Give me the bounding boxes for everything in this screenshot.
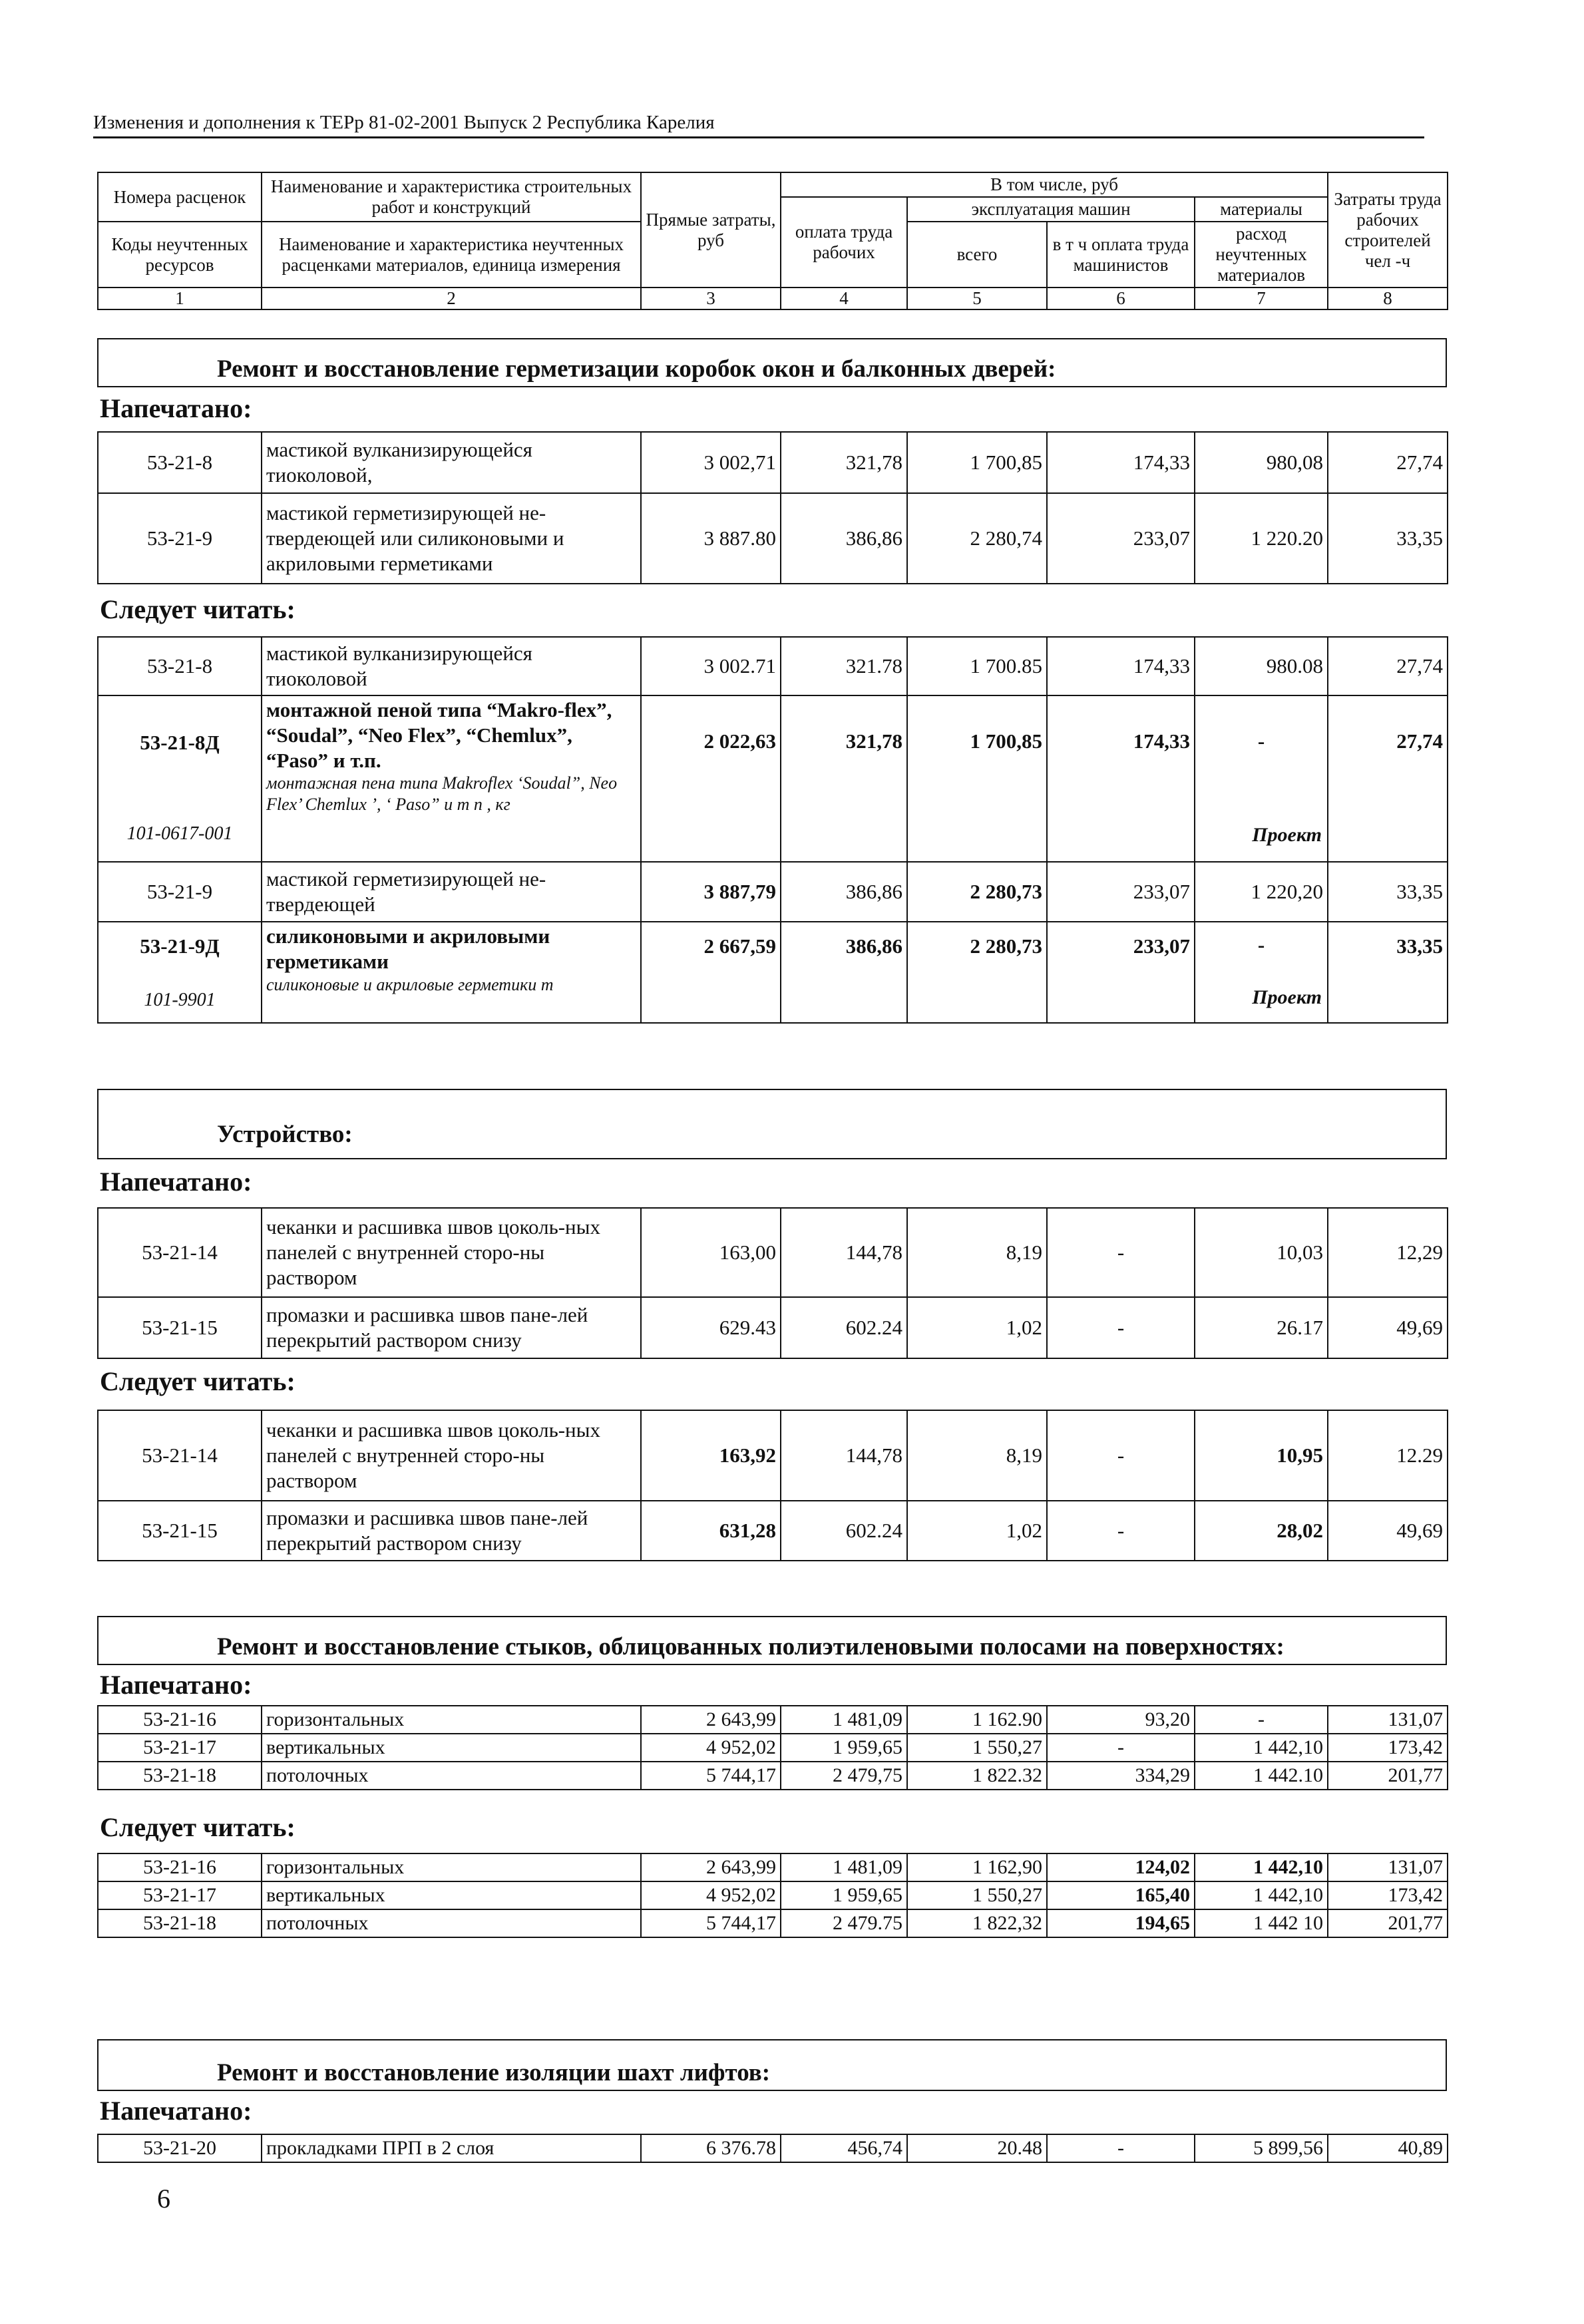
materials: 980.08 bbox=[1195, 637, 1328, 695]
col-name-header: Наименование и характеристика строительных работ и конструкций bbox=[262, 172, 641, 222]
labor-cost: 27,74 bbox=[1328, 695, 1448, 862]
labor-pay: 321.78 bbox=[781, 637, 907, 695]
col-name-sub-header: Наименование и характеристика неучтенных расценками материалов, единица измерения bbox=[262, 222, 641, 288]
materials: 26.17 bbox=[1195, 1297, 1328, 1358]
should-read-label: Следует читать: bbox=[100, 594, 296, 624]
labor-cost: 33,35 bbox=[1328, 493, 1448, 584]
machines-total: 2 280,73 bbox=[907, 862, 1047, 922]
rate-code: 53-21-14 bbox=[98, 1208, 262, 1297]
machines-driver-pay: 124,02 bbox=[1047, 1853, 1195, 1881]
work-name: вертикальных bbox=[262, 1881, 641, 1909]
rate-code: 53-21-16 bbox=[98, 1853, 262, 1881]
table-row bbox=[98, 1297, 1448, 1358]
table-row bbox=[98, 432, 1448, 493]
machines-driver-pay: - bbox=[1047, 1501, 1195, 1561]
table-row bbox=[98, 637, 1448, 695]
table-row bbox=[98, 1762, 1448, 1790]
printed-label: Напечатано: bbox=[100, 393, 252, 423]
col-number: 7 bbox=[1195, 288, 1328, 309]
work-name: потолочных bbox=[262, 1909, 641, 1937]
direct-cost: 5 744,17 bbox=[641, 1762, 781, 1790]
resource-name: монтажная пена типа Makroflex ‘Soudal”, Neo Flex’ Chemlux ’, ‘ Paso” и т п , кг bbox=[266, 773, 618, 814]
direct-cost: 3 887.80 bbox=[641, 493, 781, 584]
labor-pay: 321,78 bbox=[781, 695, 907, 862]
labor-pay: 1 481,09 bbox=[781, 1853, 907, 1881]
machines-driver-pay: 174,33 bbox=[1047, 432, 1195, 493]
direct-cost: 4 952,02 bbox=[641, 1881, 781, 1909]
materials: 10,95 bbox=[1195, 1410, 1328, 1501]
work-name: мастикой герметизирующей не-твердеющей bbox=[262, 862, 641, 922]
col-number: 1 bbox=[98, 288, 262, 309]
rate-code: 53-21-17 bbox=[98, 1734, 262, 1762]
col-direct-header: Прямые затраты, руб bbox=[641, 172, 781, 288]
rate-code: 53-21-18 bbox=[98, 1909, 262, 1937]
labor-pay: 386,86 bbox=[781, 493, 907, 584]
printed-label: Напечатано: bbox=[100, 1670, 252, 1700]
machines-total: 1,02 bbox=[907, 1297, 1047, 1358]
col-number: 3 bbox=[641, 288, 781, 309]
col-total-header: всего bbox=[907, 222, 1047, 288]
col-number: 4 bbox=[781, 288, 907, 309]
machines-driver-pay: 174,33 bbox=[1047, 637, 1195, 695]
labor-pay: 2 479,75 bbox=[781, 1762, 907, 1790]
machines-driver-pay: 233,07 bbox=[1047, 493, 1195, 584]
materials: 1 442.10 bbox=[1195, 1762, 1328, 1790]
project-mark: Проект bbox=[1252, 824, 1322, 846]
col-materials-header: материалы bbox=[1195, 197, 1328, 222]
machines-driver-pay: 334,29 bbox=[1047, 1762, 1195, 1790]
labor-cost: 33,35 bbox=[1328, 862, 1448, 922]
labor-pay: 144,78 bbox=[781, 1208, 907, 1297]
printed-table bbox=[97, 431, 1448, 584]
direct-cost: 163,00 bbox=[641, 1208, 781, 1297]
materials: - bbox=[1195, 1706, 1328, 1734]
machines-total: 20.48 bbox=[907, 2134, 1047, 2162]
machines-total: 1 162.90 bbox=[907, 1706, 1047, 1734]
section-title: Ремонт и восстановление изоляции шахт лифтов: bbox=[217, 2059, 771, 2086]
direct-cost: 4 952,02 bbox=[641, 1734, 781, 1762]
labor-cost: 27,74 bbox=[1328, 432, 1448, 493]
section-title: Ремонт и восстановление герметизации коробок окон и балконных дверей: bbox=[217, 355, 1056, 383]
machines-driver-pay: - bbox=[1047, 1208, 1195, 1297]
labor-pay: 2 479.75 bbox=[781, 1909, 907, 1937]
machines-total: 1 550,27 bbox=[907, 1881, 1047, 1909]
rate-code: 53-21-8 bbox=[98, 432, 262, 493]
rate-code: 53-21-9Д bbox=[140, 934, 220, 958]
materials: 1 442,10 bbox=[1195, 1881, 1328, 1909]
table-row bbox=[98, 2134, 1448, 2162]
direct-cost: 163,92 bbox=[641, 1410, 781, 1501]
section-title: Устройство: bbox=[217, 1121, 353, 1148]
direct-cost: 3 002,71 bbox=[641, 432, 781, 493]
machines-driver-pay: - bbox=[1047, 1410, 1195, 1501]
machines-total: 8,19 bbox=[907, 1208, 1047, 1297]
machines-driver-pay: 194,65 bbox=[1047, 1909, 1195, 1937]
machines-total: 1 550,27 bbox=[907, 1734, 1047, 1762]
table-row bbox=[98, 1208, 1448, 1297]
table-row bbox=[98, 1853, 1448, 1881]
materials: 10,03 bbox=[1195, 1208, 1328, 1297]
machines-total: 1 822,32 bbox=[907, 1909, 1047, 1937]
table-row bbox=[98, 695, 1448, 862]
col-number: 5 bbox=[907, 288, 1047, 309]
rate-code: 53-21-8 bbox=[98, 637, 262, 695]
col-labor-pay-header: оплата труда рабочих bbox=[781, 197, 907, 288]
printed-label: Напечатано: bbox=[100, 2096, 252, 2126]
col-codes-header: Номера расценок bbox=[98, 172, 262, 222]
rate-code: 53-21-15 bbox=[98, 1501, 262, 1561]
direct-cost: 631,28 bbox=[641, 1501, 781, 1561]
work-name: силиконовыми и акриловыми герметиками bbox=[266, 924, 550, 973]
direct-cost: 2 667,59 bbox=[641, 922, 781, 1023]
labor-pay: 1 959,65 bbox=[781, 1734, 907, 1762]
table-header bbox=[97, 172, 1448, 310]
rate-code: 53-21-15 bbox=[98, 1297, 262, 1358]
machines-total: 1 162,90 bbox=[907, 1853, 1047, 1881]
printed-table bbox=[97, 1705, 1448, 1790]
table-row bbox=[98, 1706, 1448, 1734]
machines-driver-pay: 174,33 bbox=[1047, 695, 1195, 862]
labor-cost: 173,42 bbox=[1328, 1734, 1448, 1762]
should-read-table bbox=[97, 1410, 1448, 1561]
rate-code: 53-21-18 bbox=[98, 1762, 262, 1790]
col-number: 2 bbox=[262, 288, 641, 309]
work-name: монтажной пеной типа “Makro-flex”, “Soudal”, “Neo Flex”, “Chemlux”, “Paso” и т.п. bbox=[266, 698, 612, 772]
running-header: Изменения и дополнения к ТЕРр 81-02-2001 Выпуск 2 Республика Карелия bbox=[93, 112, 1424, 138]
materials: 1 442,10 bbox=[1195, 1853, 1328, 1881]
col-incl-header: В том числе, руб bbox=[781, 172, 1328, 197]
machines-driver-pay: 165,40 bbox=[1047, 1881, 1195, 1909]
col-codes-sub-header: Коды неучтенных ресурсов bbox=[98, 222, 262, 288]
labor-pay: 456,74 bbox=[781, 2134, 907, 2162]
labor-pay: 602.24 bbox=[781, 1297, 907, 1358]
work-name: горизонтальных bbox=[262, 1853, 641, 1881]
labor-cost: 201,77 bbox=[1328, 1762, 1448, 1790]
labor-cost: 173,42 bbox=[1328, 1881, 1448, 1909]
rate-code: 53-21-9 bbox=[98, 493, 262, 584]
rate-code: 53-21-9 bbox=[98, 862, 262, 922]
work-name: вертикальных bbox=[262, 1734, 641, 1762]
work-name: мастикой вулканизирующейся тиоколовой bbox=[262, 637, 641, 695]
work-name: мастикой вулканизирующейся тиоколовой, bbox=[262, 432, 641, 493]
work-name: чеканки и расшивка швов цоколь-ных панелей с внутренней сторо-ны раствором bbox=[262, 1410, 641, 1501]
machines-driver-pay: 93,20 bbox=[1047, 1706, 1195, 1734]
labor-pay: 144,78 bbox=[781, 1410, 907, 1501]
labor-cost: 201,77 bbox=[1328, 1909, 1448, 1937]
table-row bbox=[98, 1909, 1448, 1937]
section-title-box bbox=[97, 1089, 1447, 1159]
direct-cost: 2 643,99 bbox=[641, 1853, 781, 1881]
table-row bbox=[98, 493, 1448, 584]
machines-driver-pay: - bbox=[1047, 2134, 1195, 2162]
section-title-box bbox=[97, 2039, 1447, 2091]
resource-code: 101-9901 bbox=[144, 990, 216, 1010]
should-read-table bbox=[97, 636, 1448, 1024]
materials: 1 442 10 bbox=[1195, 1909, 1328, 1937]
should-read-table bbox=[97, 1853, 1448, 1938]
resource-code: 101-0617-001 bbox=[126, 823, 233, 844]
work-name: мастикой герметизирующей не-твердеющей или силиконовыми и акриловыми герметиками bbox=[262, 493, 641, 584]
section-title-box bbox=[97, 1616, 1447, 1665]
materials: - bbox=[1257, 933, 1265, 956]
materials: 5 899,56 bbox=[1195, 2134, 1328, 2162]
work-name: промазки и расшивка швов пане-лей перекрытий раствором снизу bbox=[262, 1501, 641, 1561]
machines-total: 1 822.32 bbox=[907, 1762, 1047, 1790]
labor-cost: 131,07 bbox=[1328, 1853, 1448, 1881]
section-title: Ремонт и восстановление стыков, облицованных полиэтиленовыми полосами на поверхностях: bbox=[217, 1633, 1285, 1660]
direct-cost: 5 744,17 bbox=[641, 1909, 781, 1937]
resource-name: силиконовые и акриловые герметики т bbox=[266, 974, 554, 994]
labor-pay: 602.24 bbox=[781, 1501, 907, 1561]
materials: 1 220,20 bbox=[1195, 862, 1328, 922]
printed-table bbox=[97, 1207, 1448, 1359]
should-read-label: Следует читать: bbox=[100, 1366, 296, 1396]
labor-cost: 49,69 bbox=[1328, 1501, 1448, 1561]
direct-cost: 2 643,99 bbox=[641, 1706, 781, 1734]
labor-pay: 386,86 bbox=[781, 922, 907, 1023]
work-name: чеканки и расшивка швов цоколь-ных панелей с внутренней сторо-ны раствором bbox=[262, 1208, 641, 1297]
machines-total: 1 700,85 bbox=[907, 432, 1047, 493]
rate-code: 53-21-20 bbox=[98, 2134, 262, 2162]
col-materials-sub-header: расход неучтенных материалов bbox=[1195, 222, 1328, 288]
direct-cost: 629.43 bbox=[641, 1297, 781, 1358]
machines-total: 8,19 bbox=[907, 1410, 1047, 1501]
rate-code: 53-21-14 bbox=[98, 1410, 262, 1501]
labor-pay: 1 959,65 bbox=[781, 1881, 907, 1909]
machines-total: 1 700.85 bbox=[907, 637, 1047, 695]
machines-total: 1 700,85 bbox=[907, 695, 1047, 862]
machines-total: 2 280,74 bbox=[907, 493, 1047, 584]
work-name: потолочных bbox=[262, 1762, 641, 1790]
machines-driver-pay: 233,07 bbox=[1047, 862, 1195, 922]
labor-cost: 49,69 bbox=[1328, 1297, 1448, 1358]
labor-cost: 12,29 bbox=[1328, 1208, 1448, 1297]
materials: - bbox=[1257, 729, 1265, 753]
printed-table bbox=[97, 2134, 1448, 2163]
table-row bbox=[98, 922, 1448, 1023]
direct-cost: 3 887,79 bbox=[641, 862, 781, 922]
work-name: горизонтальных bbox=[262, 1706, 641, 1734]
machines-total: 1,02 bbox=[907, 1501, 1047, 1561]
direct-cost: 6 376.78 bbox=[641, 2134, 781, 2162]
col-number: 6 bbox=[1047, 288, 1195, 309]
labor-cost: 33,35 bbox=[1328, 922, 1448, 1023]
labor-cost: 12.29 bbox=[1328, 1410, 1448, 1501]
materials: 28,02 bbox=[1195, 1501, 1328, 1561]
direct-cost: 2 022,63 bbox=[641, 695, 781, 862]
rate-code: 53-21-8Д bbox=[140, 731, 220, 754]
table-row bbox=[98, 1881, 1448, 1909]
work-name: промазки и расшивка швов пане-лей перекрытий раствором снизу bbox=[262, 1297, 641, 1358]
col-incl-driver-header: в т ч оплата труда машинистов bbox=[1047, 222, 1195, 288]
table-row bbox=[98, 1501, 1448, 1561]
labor-pay: 386,86 bbox=[781, 862, 907, 922]
section-title-box bbox=[97, 338, 1447, 387]
labor-cost: 27,74 bbox=[1328, 637, 1448, 695]
materials: 1 220.20 bbox=[1195, 493, 1328, 584]
col-machines-header: эксплуатация машин bbox=[907, 197, 1195, 222]
materials: 980,08 bbox=[1195, 432, 1328, 493]
table-row bbox=[98, 862, 1448, 922]
machines-driver-pay: - bbox=[1047, 1297, 1195, 1358]
table-row bbox=[98, 1734, 1448, 1762]
col-number: 8 bbox=[1328, 288, 1448, 309]
rate-code: 53-21-17 bbox=[98, 1881, 262, 1909]
project-mark: Проект bbox=[1252, 986, 1322, 1008]
labor-pay: 321,78 bbox=[781, 432, 907, 493]
should-read-label: Следует читать: bbox=[100, 1812, 296, 1842]
rate-code: 53-21-16 bbox=[98, 1706, 262, 1734]
machines-total: 2 280,73 bbox=[907, 922, 1047, 1023]
machines-driver-pay: 233,07 bbox=[1047, 922, 1195, 1023]
table-row bbox=[98, 1410, 1448, 1501]
work-name: прокладками ПРП в 2 слоя bbox=[262, 2134, 641, 2162]
page-number: 6 bbox=[157, 2184, 170, 2214]
printed-label: Напечатано: bbox=[100, 1167, 252, 1197]
labor-cost: 131,07 bbox=[1328, 1706, 1448, 1734]
labor-pay: 1 481,09 bbox=[781, 1706, 907, 1734]
col-labor-cost-header: Затраты труда рабочих строителей чел -ч bbox=[1328, 172, 1448, 288]
labor-cost: 40,89 bbox=[1328, 2134, 1448, 2162]
machines-driver-pay: - bbox=[1047, 1734, 1195, 1762]
materials: 1 442,10 bbox=[1195, 1734, 1328, 1762]
direct-cost: 3 002.71 bbox=[641, 637, 781, 695]
